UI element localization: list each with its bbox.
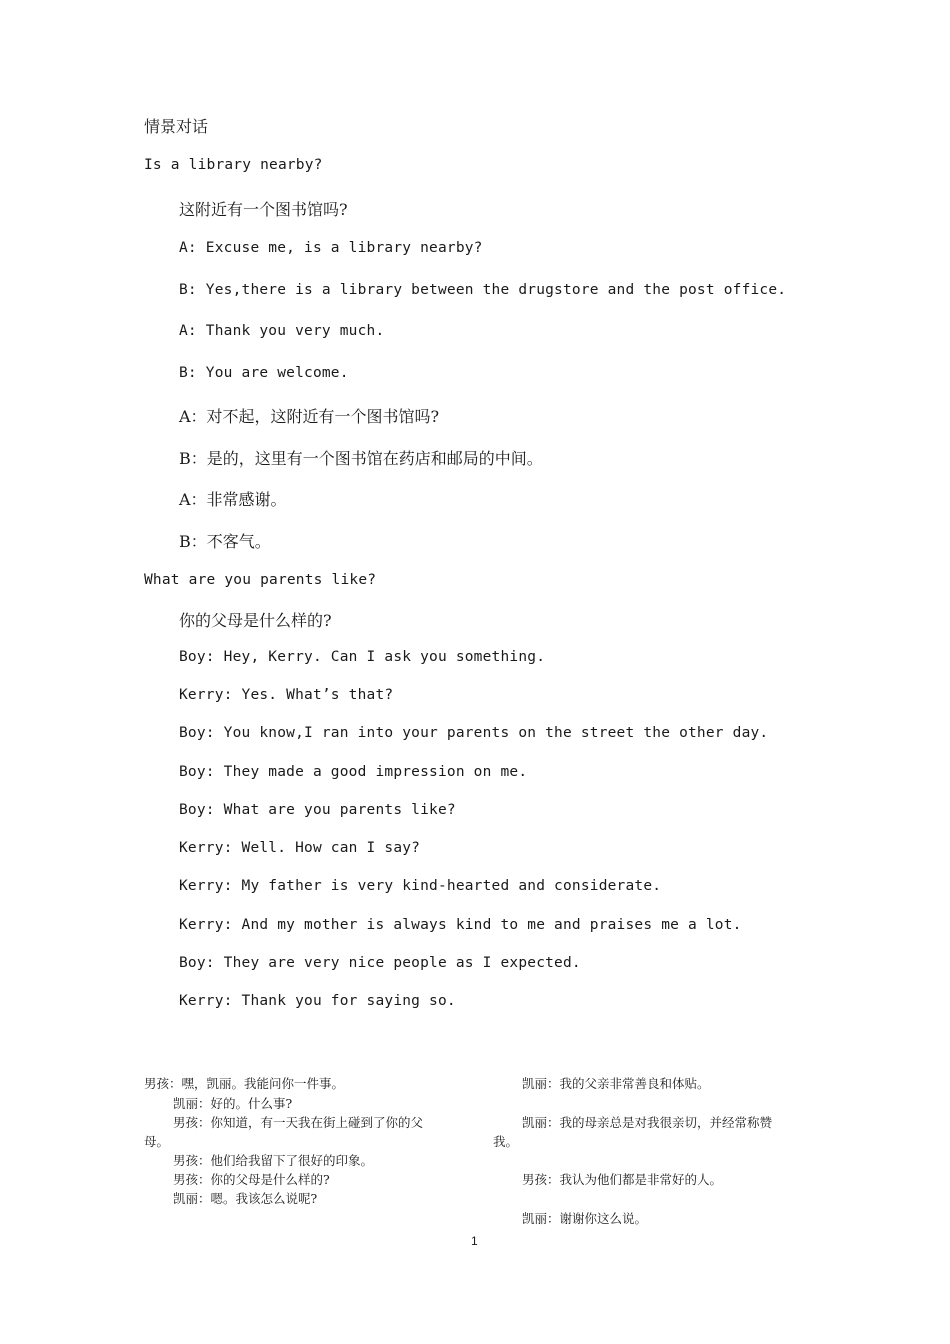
translation-line: 我。 <box>493 1134 519 1149</box>
page-number: 1 <box>471 1234 478 1248</box>
translation-line: 男孩：我认为他们都是非常好的人。 <box>522 1172 723 1187</box>
dialogue-line: Kerry: My father is very kind-hearted and considerate. <box>179 878 662 894</box>
translation-line: 凯丽：好的。什么事? <box>173 1096 293 1111</box>
dialogue-line: B：是的，这里有一个图书馆在药店和邮局的中间。 <box>179 449 543 468</box>
dialogue-line: A：对不起，这附近有一个图书馆吗? <box>179 407 440 426</box>
section1-heading: Is a library nearby? <box>144 157 323 173</box>
translation-line: 男孩：他们给我留下了很好的印象。 <box>173 1153 374 1168</box>
translation-line: 母。 <box>144 1134 170 1149</box>
dialogue-line: Kerry: Thank you for saying so. <box>179 993 456 1009</box>
translation-line: 凯丽：谢谢你这么说。 <box>522 1211 648 1226</box>
dialogue-line: Boy: Hey, Kerry. Can I ask you something. <box>179 649 546 665</box>
dialogue-line: Boy: They made a good impression on me. <box>179 764 528 780</box>
dialogue-line: Boy: They are very nice people as I expected. <box>179 955 581 971</box>
translation-line: 凯丽：我的父亲非常善良和体贴。 <box>522 1076 710 1091</box>
dialogue-line: Kerry: Well. How can I say? <box>179 840 421 856</box>
dialogue-line: Boy: You know,I ran into your parents on the street the other day. <box>179 725 769 741</box>
dialogue-line: A: Excuse me, is a library nearby? <box>179 240 483 256</box>
dialogue-line: Kerry: And my mother is always kind to me and praises me a lot. <box>179 917 742 933</box>
translation-line: 凯丽：我的母亲总是对我很亲切，并经常称赞 <box>522 1115 773 1130</box>
dialogue-line: A: Thank you very much. <box>179 323 385 339</box>
dialogue-line: Boy: What are you parents like? <box>179 802 456 818</box>
translation-line: 男孩：嘿，凯丽。我能问你一件事。 <box>144 1076 345 1091</box>
section2-heading: What are you parents like? <box>144 572 377 588</box>
dialogue-line: Kerry: Yes. What’s that? <box>179 687 394 703</box>
dialogue-line: B: You are welcome. <box>179 365 349 381</box>
document-title: 情景对话 <box>144 117 209 136</box>
dialogue-line: B：不客气。 <box>179 532 271 551</box>
translation-line: 男孩：你知道，有一天我在街上碰到了你的父 <box>173 1115 424 1130</box>
section1-subtitle: 这附近有一个图书馆吗? <box>179 200 348 219</box>
dialogue-line: A：非常感谢。 <box>179 490 287 509</box>
section2-subtitle: 你的父母是什么样的? <box>179 611 332 630</box>
dialogue-line: B: Yes,there is a library between the drugstore and the post office. <box>179 282 787 298</box>
translation-line: 男孩：你的父母是什么样的? <box>173 1172 330 1187</box>
translation-line: 凯丽：嗯。我该怎么说呢? <box>173 1191 318 1206</box>
